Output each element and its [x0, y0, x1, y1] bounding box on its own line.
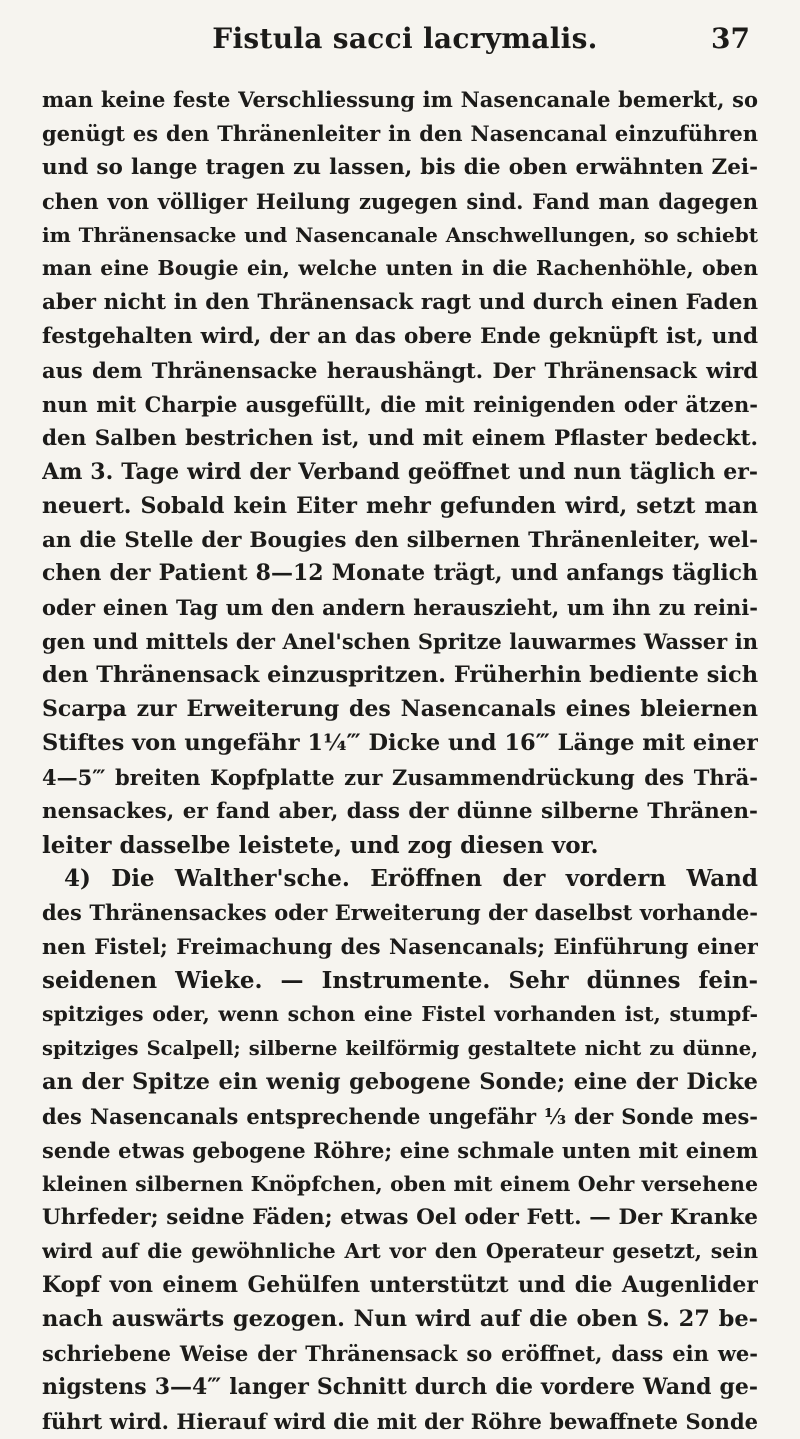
- text-line: Uhrfeder; seidne Fäden; etwas Oel oder Fett. — Der Kranke: [42, 1205, 758, 1231]
- text-line: des Thränensackes oder Erweiterung der daselbst vorhande-: [42, 900, 758, 926]
- text-line: an die Stelle der Bougies den silbernen Thränenleiter, wel-: [42, 527, 758, 553]
- text-line: an der Spitze ein wenig gebogene Sonde; eine der Dicke: [42, 1068, 758, 1095]
- text-line: genügt es den Thränenleiter in den Nasencanal einzuführen: [42, 120, 758, 146]
- text-line: Kopf von einem Gehülfen unterstützt und die Augenlider: [42, 1272, 758, 1299]
- text-line: aus dem Thränensacke heraushängt. Der Thränensack wird: [42, 358, 758, 384]
- running-title: Fistula sacci lacrymalis.: [212, 22, 598, 55]
- text-line: wird auf die gewöhnliche Art vor den Operateur gesetzt, sein: [42, 1239, 758, 1264]
- page-number: 37: [711, 22, 750, 55]
- text-line: Stiftes von ungefähr 1¼‴ Dicke und 16‴ Länge mit einer: [42, 729, 758, 756]
- text-line: den Salben bestrichen ist, und mit einem Pflaster bedeckt.: [42, 425, 758, 451]
- text-line: gen und mittels der Anel'schen Spritze lauwarmes Wasser in: [42, 629, 758, 655]
- text-line: chen der Patient 8—12 Monate trägt, und anfangs täglich: [42, 560, 758, 587]
- text-line: seidenen Wieke. — Instrumente. Sehr dünnes fein-: [42, 967, 758, 995]
- text-line: 4—5‴ breiten Kopfplatte zur Zusammendrückung des Thrä-: [42, 764, 758, 790]
- text-line: spitziges oder, wenn schon eine Fistel vorhanden ist, stumpf-: [42, 1002, 758, 1027]
- text-line: oder einen Tag um den andern herauszieht, um ihn zu reini-: [42, 595, 758, 621]
- text-line: nigstens 3—4‴ langer Schnitt durch die vordere Wand ge-: [42, 1373, 758, 1400]
- text-line: und so lange tragen zu lassen, bis die oben erwähnten Zei-: [42, 154, 758, 180]
- text-line: sende etwas gebogene Röhre; eine schmale unten mit einem: [42, 1137, 758, 1163]
- text-line: im Thränensacke und Nasencanale Anschwellungen, so schiebt: [42, 222, 758, 247]
- paragraph-start-line: 4) Die Walther'sche. Eröffnen der vordern Wand: [64, 865, 758, 893]
- text-line: des Nasencanals entsprechende ungefähr ⅓ der Sonde mes-: [42, 1103, 758, 1129]
- text-line: führt wird. Hierauf wird die mit der Röhre bewaffnete Sonde: [42, 1408, 758, 1434]
- text-line: nen Fistel; Freimachung des Nasencanals; Einführung einer: [42, 934, 758, 960]
- text-line: Scarpa zur Erweiterung des Nasencanals eines bleiernen: [42, 696, 758, 723]
- text-line: schriebene Weise der Thränensack so eröffnet, dass ein we-: [42, 1340, 758, 1366]
- text-line: man keine feste Verschliessung im Nasencanale bemerkt, so: [42, 87, 758, 112]
- text-line: nun mit Charpie ausgefüllt, die mit reinigenden oder ätzen-: [42, 392, 758, 418]
- text-line: neuert. Sobald kein Eiter mehr gefunden wird, setzt man: [42, 492, 758, 519]
- text-line: Am 3. Tage wird der Verband geöffnet und nun täglich er-: [42, 458, 758, 485]
- text-line: nach auswärts gezogen. Nun wird auf die oben S. 27 be-: [42, 1306, 758, 1333]
- text-line: festgehalten wird, der an das obere Ende geknüpft ist, und: [42, 324, 758, 350]
- text-line: chen von völliger Heilung zugegen sind. Fand man dagegen: [42, 188, 758, 214]
- text-line: den Thränensack einzuspritzen. Früherhin bediente sich: [42, 662, 758, 689]
- text-line: aber nicht in den Thränensack ragt und durch einen Faden: [42, 290, 758, 316]
- body-text: [42, 83, 758, 1439]
- page-header: [60, 18, 750, 62]
- text-line: kleinen silbernen Knöpfchen, oben mit einem Oehr versehene: [42, 1171, 758, 1196]
- text-line: nensackes, er fand aber, dass der dünne silberne Thränen-: [42, 798, 758, 824]
- text-line: spitziges Scalpell; silberne keilförmig gestaltete nicht zu dünne,: [42, 1036, 758, 1060]
- text-line: man eine Bougie ein, welche unten in die Rachenhöhle, oben: [42, 256, 758, 281]
- text-line: leiter dasselbe leistete, und zog diesen vor.: [42, 831, 599, 859]
